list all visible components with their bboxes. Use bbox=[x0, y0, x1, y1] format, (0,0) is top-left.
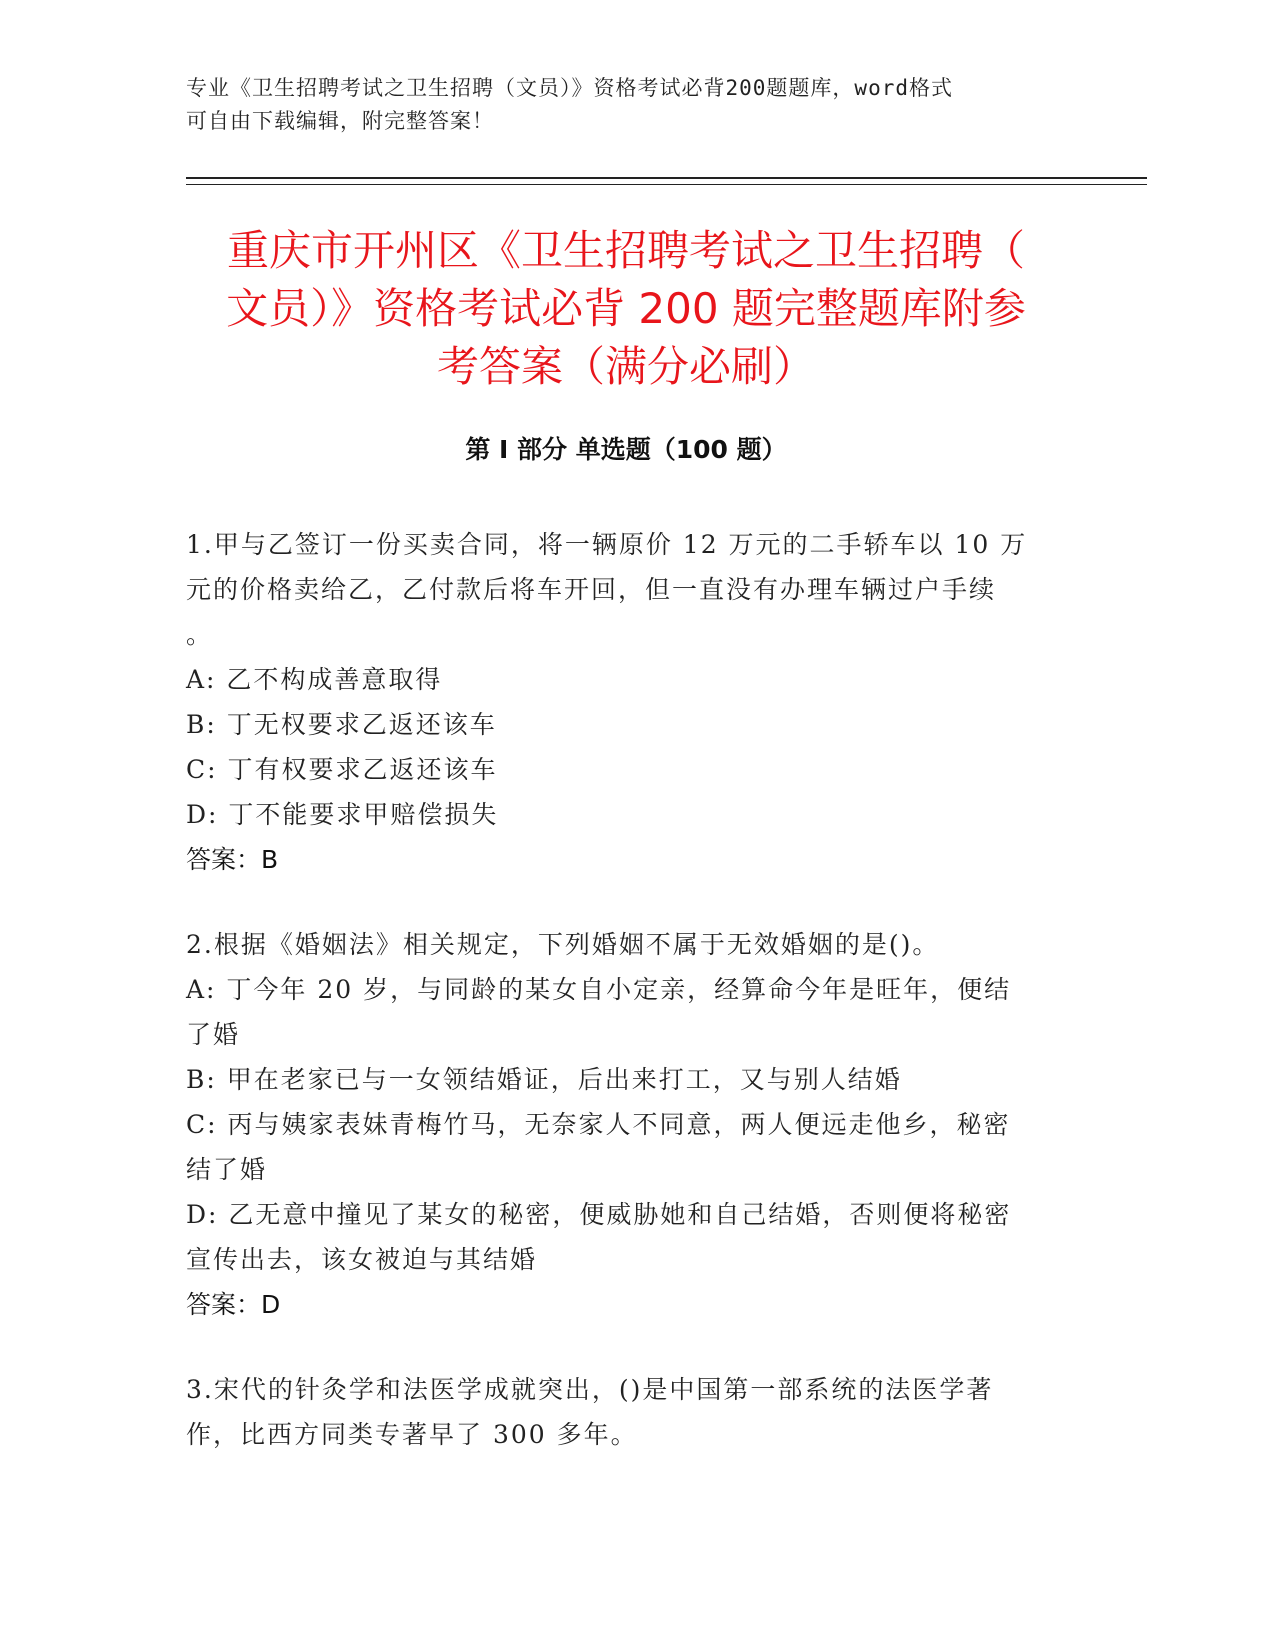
question-item bbox=[186, 1367, 1066, 1457]
question-stem-line: 3.宋代的针灸学和法医学成就突出，()是中国第一部系统的法医学著 bbox=[186, 1375, 994, 1404]
option-c-continued: 结了婚 bbox=[186, 1155, 268, 1184]
option-d: D: 丁不能要求甲赔偿损失 bbox=[186, 800, 499, 829]
question-stem-line: 2.根据《婚姻法》相关规定，下列婚姻不属于无效婚姻的是()。 bbox=[186, 930, 940, 959]
section-title: 第 I 部分 单选题（100 题） bbox=[465, 435, 787, 464]
option-b: B: 甲在老家已与一女领结婚证，后出来打工，又与别人结婚 bbox=[186, 1065, 902, 1094]
question-item bbox=[186, 522, 1066, 882]
header-note-line-1: 专业《卫生招聘考试之卫生招聘（文员）》资格考试必背200题题库，word格式 bbox=[186, 76, 953, 100]
option-c: C: 丙与姨家表妹青梅竹马，无奈家人不同意，两人便远走他乡，秘密 bbox=[186, 1110, 1011, 1139]
question-stem-line: 。 bbox=[186, 620, 214, 649]
question-item bbox=[186, 922, 1066, 1327]
option-c: C: 丁有权要求乙返还该车 bbox=[186, 755, 498, 784]
answer-label: 答案：B bbox=[186, 845, 279, 874]
document-title bbox=[186, 222, 1066, 396]
option-d: D: 乙无意中撞见了某女的秘密，便威胁她和自己结婚，否则便将秘密 bbox=[186, 1200, 1012, 1229]
document-title-line-3: 考答案（满分必刷） bbox=[436, 342, 815, 391]
question-stem-line: 元的价格卖给乙，乙付款后将车开回，但一直没有办理车辆过户手续 bbox=[186, 575, 997, 604]
document-title-line-2: 文员）》资格考试必背 200 题完整题库附参 bbox=[226, 284, 1026, 333]
header-divider-thick bbox=[186, 177, 1147, 179]
option-a: A: 丁今年 20 岁，与同龄的某女自小定亲，经算命今年是旺年，便结 bbox=[186, 975, 1012, 1004]
document-title-line-1: 重庆市开州区《卫生招聘考试之卫生招聘（ bbox=[226, 226, 1025, 275]
option-a: A: 乙不构成善意取得 bbox=[186, 665, 443, 694]
answer-label: 答案：D bbox=[186, 1290, 281, 1319]
question-list bbox=[186, 522, 1066, 1497]
option-b: B: 丁无权要求乙返还该车 bbox=[186, 710, 497, 739]
header-note bbox=[186, 72, 1066, 138]
header-divider-thin bbox=[186, 184, 1147, 185]
header-note-line-2: 可自由下载编辑，附完整答案！ bbox=[186, 109, 494, 133]
question-stem-line: 作，比西方同类专著早了 300 多年。 bbox=[186, 1420, 638, 1449]
option-a-continued: 了婚 bbox=[186, 1020, 241, 1049]
question-stem-line: 1.甲与乙签订一份买卖合同，将一辆原价 12 万元的二手轿车以 10 万 bbox=[186, 530, 1028, 559]
option-d-continued: 宣传出去，该女被迫与其结婚 bbox=[186, 1245, 538, 1274]
